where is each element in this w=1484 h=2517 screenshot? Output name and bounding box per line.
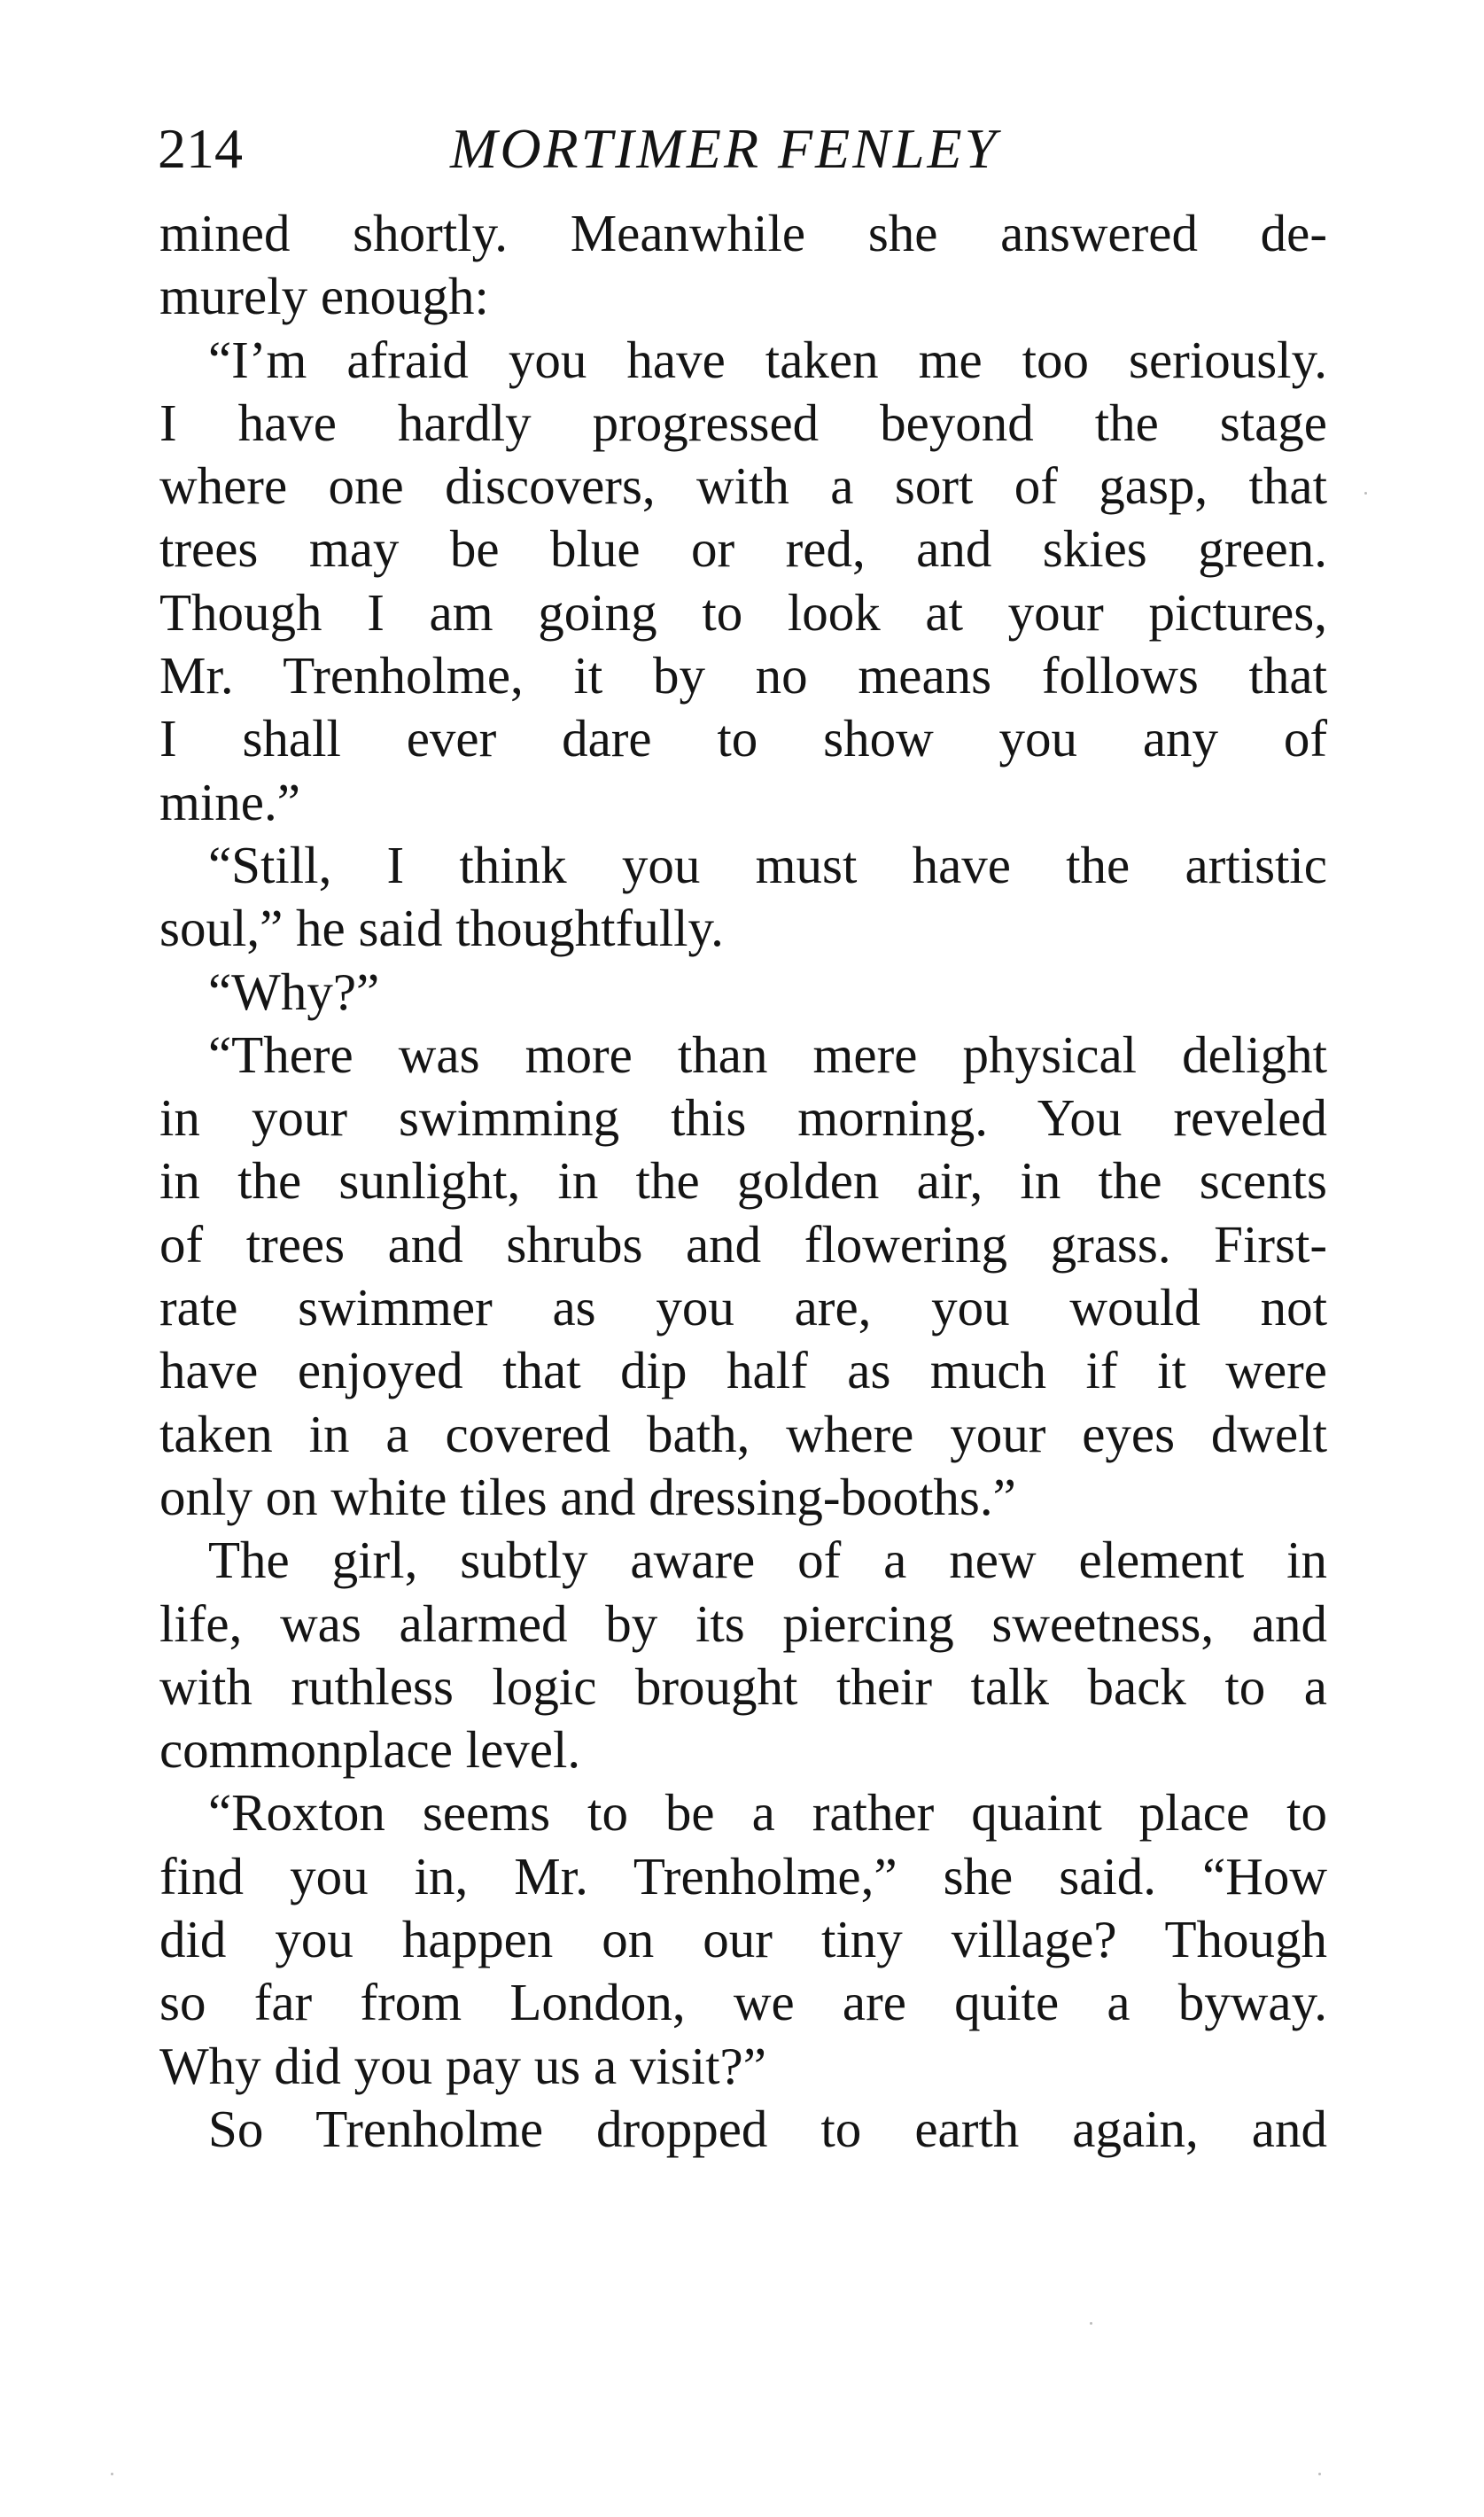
text-line: only on white tiles and dressing-booths.” xyxy=(159,1467,1016,1526)
text-line: have enjoyed that dip half as much if it were xyxy=(159,1341,1327,1400)
text-line: in your swimming this morning. You reveled xyxy=(159,1088,1327,1148)
text-line: So Trenholme dropped to earth again, and xyxy=(208,2099,1327,2158)
text-line: commonplace level. xyxy=(159,1720,581,1780)
text-line: Why did you pay us a visit?” xyxy=(159,2036,766,2095)
text-line: “Why?” xyxy=(208,962,380,1021)
text-line: “I’m afraid you have taken me too seriously. xyxy=(208,330,1327,389)
text-line: trees may be blue or red, and skies green. xyxy=(159,519,1327,579)
text-line: life, was alarmed by its piercing sweetness, and xyxy=(159,1594,1327,1653)
text-line: with ruthless logic brought their talk back to a xyxy=(159,1656,1327,1716)
paper-speck xyxy=(1364,492,1367,495)
text-line: did you happen on our tiny village? Though xyxy=(159,1910,1327,1969)
running-head: MORTIMER FENLEY xyxy=(450,117,999,180)
text-line: Mr. Trenholme, it by no means follows that xyxy=(159,646,1327,705)
text-line: find you in, Mr. Trenholme,” she said. “How xyxy=(159,1846,1327,1905)
text-line: “Still, I think you must have the artistic xyxy=(208,835,1327,894)
text-line: soul,” he said thoughtfully. xyxy=(159,899,724,958)
paper-speck xyxy=(1318,2473,1321,2475)
text-line: mined shortly. Meanwhile she answered de- xyxy=(159,204,1327,262)
text-line: rate swimmer as you are, you would not xyxy=(159,1278,1327,1337)
text-line: in the sunlight, in the golden air, in the scents xyxy=(159,1151,1327,1211)
text-line: The girl, subtly aware of a new element in xyxy=(208,1531,1327,1590)
text-line: “Roxton seems to be a rather quaint place to xyxy=(208,1783,1327,1843)
text-line: Though I am going to look at your pictures, xyxy=(159,582,1327,642)
paper-speck xyxy=(111,2473,113,2475)
text-line: I shall ever dare to show you any of xyxy=(159,709,1327,768)
body-text xyxy=(159,202,1327,2161)
text-line: mine.” xyxy=(159,772,300,831)
page-header xyxy=(158,113,1327,184)
text-line: taken in a covered bath, where your eyes dwelt xyxy=(159,1404,1327,1463)
text-line: so far from London, we are quite a byway. xyxy=(159,1973,1327,2032)
text-line: where one discovers, with a sort of gasp, that xyxy=(159,456,1327,516)
text-line: of trees and shrubs and flowering grass. First- xyxy=(159,1214,1327,1274)
text-line: murely enough: xyxy=(159,267,489,326)
page-number: 214 xyxy=(158,117,243,180)
text-line: “There was more than mere physical delight xyxy=(208,1025,1327,1084)
paper-speck xyxy=(1090,2322,1092,2325)
text-line: I have hardly progressed beyond the stage xyxy=(159,393,1327,452)
